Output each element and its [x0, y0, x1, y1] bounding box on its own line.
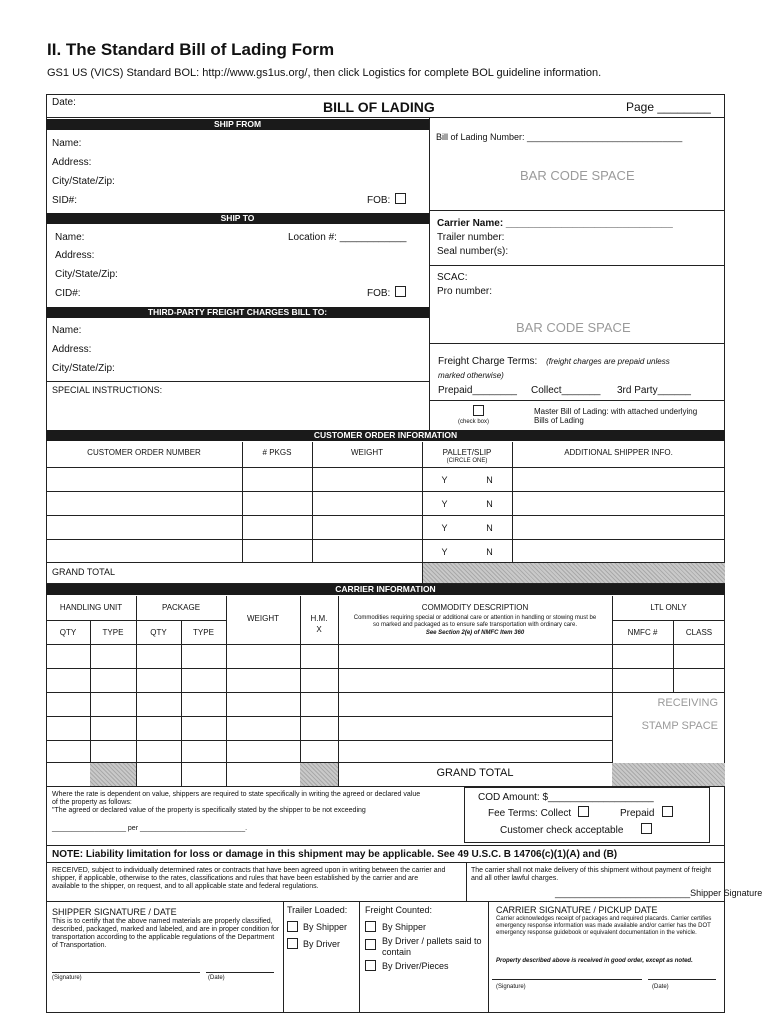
page-title: II. The Standard Bill of Lading Form	[47, 40, 335, 59]
header-divider	[46, 117, 725, 118]
slip-no-option[interactable]: N	[486, 523, 493, 533]
carrier-name[interactable]: Carrier Name: ______________________________	[437, 218, 673, 229]
pallet-yes-option[interactable]: Y	[441, 475, 448, 485]
fee-terms-collect: Fee Terms: Collect	[488, 808, 572, 819]
customer-check-checkbox[interactable]	[641, 823, 652, 834]
shipper-sig-line[interactable]	[52, 972, 200, 973]
nmfc-header: NMFC #	[627, 628, 658, 637]
ship-to-bar: SHIP TO	[46, 213, 429, 224]
freight-terms-label: Freight Charge Terms:	[438, 356, 538, 367]
scac[interactable]: SCAC:	[437, 272, 468, 283]
fee-terms-prepaid: Prepaid	[620, 808, 655, 819]
ship-from-fob-checkbox[interactable]	[395, 193, 406, 204]
carrier-good-order-note: Property described above is received in good order, except as noted.	[496, 958, 693, 964]
cod-amount[interactable]: COD Amount: $___________________	[478, 792, 654, 803]
upper-column-divider	[429, 117, 430, 430]
commodity-note: Commodities requiring special or additional care or attention in handling or stowing must be so marked and packaged as to ensure safe transportation with ordinary care.	[353, 615, 597, 628]
type-header-1: TYPE	[102, 628, 124, 637]
ship-from-bar: SHIP FROM	[46, 119, 429, 130]
date-label: Date:	[52, 97, 76, 108]
ci-grand-total-shaded	[90, 763, 136, 786]
ci-col-line	[181, 620, 182, 786]
received-bottom-divider	[46, 901, 725, 902]
freight-charge-terms	[438, 356, 670, 367]
carrier-date-caption: (Date)	[652, 984, 669, 990]
ci-col-line	[673, 620, 674, 692]
qty-header-2: QTY	[150, 628, 167, 637]
trailer-number[interactable]: Trailer number:	[437, 232, 505, 243]
bol-number[interactable]: Bill of Lading Number: _______________________________	[436, 132, 683, 142]
ci-row-line	[46, 668, 725, 669]
received-divider	[466, 863, 467, 901]
declared-value-line3: "The agreed or declared value of the property is specifically stated by the shipper to be not exceeding	[52, 807, 366, 814]
received-terms: RECEIVED, subject to individually determined rates or contracts that have been agreed upon in writing between the carrier and shipper, if applicable, otherwise to the rates, classifications and rules that have been established by the carrier and are available to the shipper, on request, and to all applicable state and federal regulations.	[52, 867, 446, 890]
loaded-by-driver-checkbox[interactable]	[287, 938, 298, 949]
ci-col-line	[226, 596, 227, 786]
qty-header-1: QTY	[59, 628, 77, 637]
type-header-2: TYPE	[193, 628, 214, 637]
circle-one-label: (CIRCLE ONE)	[446, 458, 488, 464]
check-box-label: (check box)	[458, 419, 490, 425]
ship-from-city[interactable]: City/State/Zip:	[52, 176, 115, 187]
special-instructions[interactable]: SPECIAL INSTRUCTIONS:	[52, 385, 163, 395]
receiving-stamp-label: RECEIVING	[657, 697, 718, 709]
ci-subheader-line-right	[612, 620, 725, 621]
see-section-note: See Section 2(e) of NMFC Item 360	[425, 630, 525, 636]
barcode-divider	[429, 343, 725, 344]
pro-number[interactable]: Pro number:	[437, 286, 493, 297]
ci-col-line	[90, 620, 91, 786]
fee-prepaid-checkbox[interactable]	[662, 806, 673, 817]
shipper-signature-title: SHIPPER SIGNATURE / DATE	[52, 907, 177, 917]
carrier-delivery-note: The carrier shall not make delivery of this shipment without payment of freight and all other lawful charges.	[471, 867, 712, 882]
ci-col-line	[338, 596, 339, 786]
fee-collect-checkbox[interactable]	[578, 806, 589, 817]
pallet-yes-option[interactable]: Y	[441, 547, 448, 557]
form-title: BILL OF LADING	[323, 99, 435, 115]
carrier-info-bar: CARRIER INFORMATION	[46, 584, 725, 595]
freight-divider	[429, 400, 725, 401]
carrier-date-line[interactable]	[648, 979, 716, 980]
declared-value-line2: of the property as follows:	[52, 799, 132, 806]
freight-terms-note: (freight charges are prepaid unless	[546, 357, 670, 366]
slip-no-option[interactable]: N	[486, 499, 493, 509]
co-col-line	[422, 442, 423, 562]
ci-col-line	[612, 596, 613, 786]
weight-header: WEIGHT	[247, 614, 279, 623]
counted-by-shipper: By Shipper	[382, 922, 427, 932]
freight-collect[interactable]: Collect_______	[531, 385, 601, 396]
shipper-signature-line[interactable]: ___________________________Shipper Signature	[555, 888, 763, 898]
declared-value-note	[52, 791, 462, 833]
loaded-by-driver: By Driver	[303, 939, 341, 949]
co-row-line	[46, 539, 725, 540]
co-total-col-line	[422, 562, 423, 584]
ship-from-fob: FOB:	[367, 195, 391, 206]
carrier-acknowledgement: Carrier acknowledges receipt of packages and required placards. Carrier certifies emergency response information was made available and/or carrier has the DOT emergency response guidebook or equivalent documentation in the vehicle.	[496, 916, 712, 936]
master-bol-line1: Master Bill of Lading: with attached underlying	[534, 407, 698, 416]
ship-to-city[interactable]: City/State/Zip:	[55, 269, 118, 280]
class-header: CLASS	[685, 628, 713, 637]
shipper-sig-caption: (Signature)	[52, 975, 82, 981]
carrier-signature-title: CARRIER SIGNATURE / PICKUP DATE	[496, 905, 658, 915]
master-bol-label	[534, 407, 697, 425]
ci-col-line	[612, 692, 613, 693]
seal-numbers[interactable]: Seal number(s):	[437, 246, 509, 257]
sig-divider-2	[359, 901, 360, 1013]
third-party-divider	[46, 381, 429, 382]
ship-to-cid[interactable]: CID#:	[55, 288, 81, 299]
freight-prepaid[interactable]: Prepaid________	[438, 385, 517, 396]
ship-from-address[interactable]: Address:	[52, 157, 92, 168]
ship-to-location[interactable]: Location #: ____________	[288, 232, 407, 243]
shipper-date-line[interactable]	[206, 972, 274, 973]
loaded-by-shipper-checkbox[interactable]	[287, 921, 298, 932]
third-party-bar: THIRD-PARTY FREIGHT CHARGES BILL TO:	[46, 307, 429, 318]
pallet-yes-option[interactable]: Y	[441, 499, 448, 509]
ci-col-line	[300, 596, 301, 786]
ci-col-line	[136, 596, 137, 786]
ci-row-line	[46, 740, 612, 741]
page-subtitle: GS1 US (VICS) Standard BOL: http://www.gs1us.org/, then click Logistics for complete BOL guideline information.	[47, 67, 602, 79]
ci-row-line	[46, 716, 612, 717]
co-col-line	[312, 442, 313, 562]
counted-by-driver-pieces: By Driver/Pieces	[382, 961, 449, 971]
pkgs-header: # PKGS	[262, 448, 292, 457]
slip-no-option[interactable]: N	[486, 475, 493, 485]
third-party-name[interactable]: Name:	[52, 325, 82, 336]
ship-to-fob: FOB:	[367, 288, 391, 299]
page-number-label[interactable]: Page ________	[626, 100, 711, 114]
sig-divider-1	[283, 901, 284, 1013]
sig-divider-3	[488, 901, 489, 1013]
master-bol-checkbox[interactable]	[473, 405, 484, 416]
co-header-bottom	[46, 467, 725, 468]
shipper-certification: This is to certify that the above named materials are properly classified, described, packaged, marked and labeled, and are in proper condition for transportation according to the applicable regulations of the Department of Transportation.	[52, 918, 280, 949]
co-row-line	[46, 515, 725, 516]
ci-grand-total-shaded	[300, 763, 338, 786]
carrier-sig-line[interactable]	[492, 979, 642, 980]
ci-header-bottom	[46, 644, 725, 645]
weight-header: WEIGHT	[351, 448, 383, 457]
ship-from-sid[interactable]: SID#:	[52, 195, 78, 206]
shipper-date-caption: (Date)	[208, 975, 225, 981]
co-grand-total: GRAND TOTAL	[52, 567, 116, 577]
pallet-yes-option[interactable]: Y	[441, 523, 448, 533]
customer-order-bar: CUSTOMER ORDER INFORMATION	[46, 430, 725, 441]
barcode-space-top: BAR CODE SPACE	[520, 168, 635, 183]
master-bol-line2: Bills of Lading	[534, 416, 584, 425]
co-col-line	[242, 442, 243, 562]
declared-value-line4[interactable]: ___________________ per ___________________________.	[52, 825, 248, 832]
slip-no-option[interactable]: N	[486, 547, 493, 557]
ci-grand-total: GRAND TOTAL	[436, 767, 514, 779]
liability-note: NOTE: Liability limitation for loss or damage in this shipment may be applicable. See 49 U.S.C. B 14706(c)(1)(A) and (B)	[52, 849, 618, 860]
customer-order-number-header: CUSTOMER ORDER NUMBER	[87, 448, 201, 457]
trailer-loaded-title: Trailer Loaded:	[287, 905, 348, 915]
declared-value-line1: Where the rate is dependent on value, shippers are required to state specifically in writing the agreed or declared value	[52, 791, 421, 798]
counted-by-shipper-checkbox[interactable]	[365, 921, 376, 932]
third-party-address[interactable]: Address:	[52, 344, 92, 355]
customer-check-acceptable: Customer check acceptable	[500, 825, 624, 836]
ship-from-name[interactable]: Name:	[52, 138, 82, 149]
pallet-slip-header: PALLET/SLIP	[442, 448, 492, 457]
freight-counted-title: Freight Counted:	[365, 905, 433, 915]
co-grand-total-shaded	[422, 563, 725, 583]
carrier-divider	[429, 265, 725, 266]
ship-to-address[interactable]: Address:	[55, 250, 95, 261]
handling-unit-header: HANDLING UNIT	[59, 603, 123, 612]
hm-x-header: X	[316, 625, 322, 634]
package-header: PACKAGE	[161, 603, 201, 612]
additional-shipper-info-header: ADDITIONAL SHIPPER INFO.	[564, 448, 673, 457]
ltl-only-header: LTL ONLY	[650, 603, 687, 612]
counted-by-driver-pieces-checkbox[interactable]	[365, 960, 376, 971]
ci-row-line	[46, 692, 725, 693]
commodity-header: COMMODITY DESCRIPTION	[421, 603, 529, 612]
co-row-line	[46, 491, 725, 492]
freight-third-party[interactable]: 3rd Party______	[617, 385, 691, 396]
loaded-by-shipper: By Shipper	[303, 922, 348, 932]
freight-terms-note-2: marked otherwise)	[438, 371, 504, 380]
counted-by-driver-pallets: By Driver / pallets said to contain	[382, 936, 482, 957]
co-col-line	[512, 442, 513, 562]
counted-by-driver-pallets-checkbox[interactable]	[365, 939, 376, 950]
hm-header: H.M.	[310, 614, 328, 623]
barcode-space-carrier: BAR CODE SPACE	[516, 320, 631, 335]
ship-to-name[interactable]: Name:	[55, 232, 85, 243]
ship-to-fob-checkbox[interactable]	[395, 286, 406, 297]
stamp-space-label: STAMP SPACE	[641, 720, 718, 732]
ci-grand-total-shaded	[612, 763, 725, 786]
bol-divider	[429, 210, 725, 211]
third-party-city[interactable]: City/State/Zip:	[52, 363, 115, 374]
carrier-sig-caption: (Signature)	[496, 984, 526, 990]
